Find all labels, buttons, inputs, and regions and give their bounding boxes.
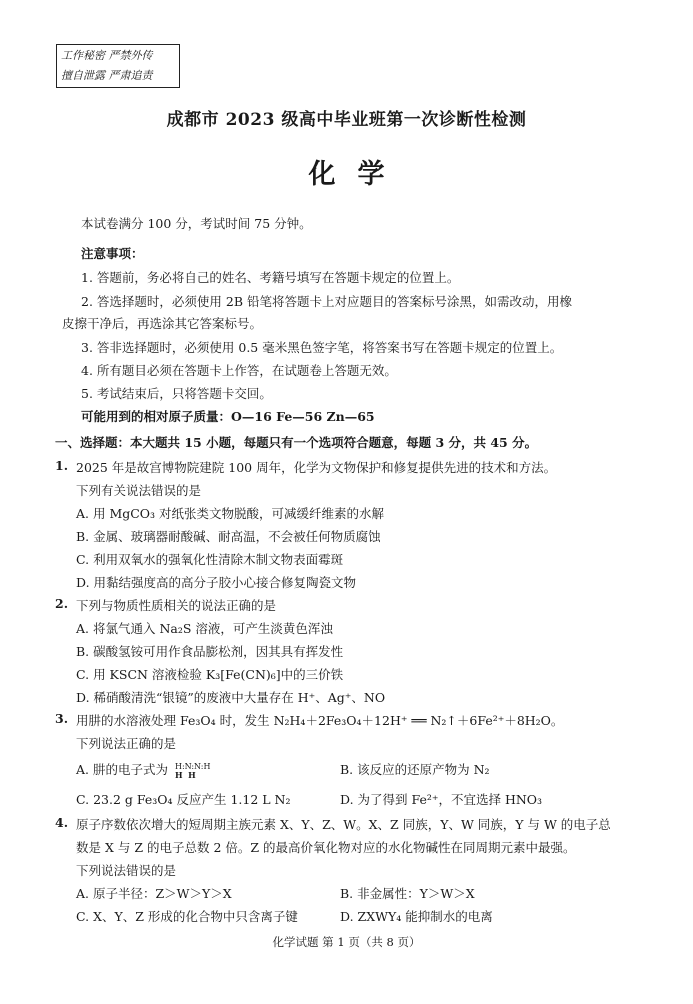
subject-title: 化学 <box>308 159 407 190</box>
option-c: C. X、Y、Z 形成的化合物中只含离子键 <box>76 909 298 924</box>
note-item: 5. 考试结束后，只将答题卡交回。 <box>81 386 272 401</box>
notes-heading: 注意事项： <box>81 246 144 261</box>
note-item: 1. 答题前，务必将自己的姓名、考籍号填写在答题卡规定的位置上。 <box>81 270 460 285</box>
page-footer: 化学试题 第 1 页（共 8 页） <box>272 935 421 949</box>
note-item: 2. 答选择题时，必须使用 2B 铅笔将答题卡上对应题目的答案标号涂黑，如需改动，用橡 <box>81 294 572 309</box>
option-d: D. 稀硝酸清洗“银镜”的废液中大量存在 H⁺、Ag⁺、NO <box>76 690 386 705</box>
question-stem: 下列与物质性质相关的说法正确的是 <box>76 598 277 613</box>
confidential-line-2: 擅自泄露 严肃追责 <box>61 69 153 82</box>
note-item-continued: 皮擦干净后，再选涂其它答案标号。 <box>62 316 263 331</box>
option-c: C. 利用双氧水的强氧化性清除木制文物表面霉斑 <box>76 552 344 567</box>
section-heading: 一、选择题：本大题共 15 小题，每题只有一个选项符合题意，每题 3 分，共 45 分。 <box>55 435 538 450</box>
question-number: 2. <box>55 596 69 611</box>
question-number: 1. <box>55 458 69 473</box>
hydrazine-formula-top: H:N:N:H <box>174 761 211 771</box>
confidential-stamp <box>56 44 180 88</box>
option-d: D. 用黏结强度高的高分子胶小心接合修复陶瓷文物 <box>76 575 357 590</box>
note-item: 3. 答非选择题时，必须使用 0.5 毫米黑色签字笔，将答案书写在答题卡规定的位置上。 <box>81 340 563 355</box>
option-b: B. 金属、玻璃器耐酸碱、耐高温，不会被任何物质腐蚀 <box>76 529 381 544</box>
option-a: A. 用 MgCO₃ 对纸张类文物脱酸，可减缓纤维素的水解 <box>76 506 385 521</box>
option-d: D. 为了得到 Fe²⁺，不宜选择 HNO₃ <box>340 792 543 807</box>
confidential-line-1: 工作秘密 严禁外传 <box>61 49 153 62</box>
question-stem: 用肼的水溶液处理 Fe₃O₄ 时，发生 N₂H₄＋2Fe₃O₄＋12H⁺ ══ N₂↑＋6Fe²⁺＋8H₂O。 <box>76 713 564 728</box>
option-b: B. 非金属性：Y＞W＞X <box>340 886 475 901</box>
option-a: A. 原子半径：Z＞W＞Y＞X <box>76 886 232 901</box>
hydrazine-electron-formula <box>175 762 210 780</box>
option-d: D. ZXWY₄ 能抑制水的电离 <box>340 909 493 924</box>
question-number: 4. <box>55 815 69 830</box>
question-stem: 下列说法错误的是 <box>76 863 177 878</box>
option-c: C. 用 KSCN 溶液检验 K₃[Fe(CN)₆]中的三价铁 <box>76 667 344 682</box>
note-item: 4. 所有题目必须在答题卡上作答，在试题卷上答题无效。 <box>81 363 397 378</box>
option-c: C. 23.2 g Fe₃O₄ 反应产生 1.12 L N₂ <box>76 792 291 807</box>
question-stem: 下列有关说法错误的是 <box>76 483 202 498</box>
question-stem: 数是 X 与 Z 的电子总数 2 倍。Z 的最高价氧化物对应的水化物碱性在同周期元素中最强。 <box>76 840 576 855</box>
question-stem: 原子序数依次增大的短周期主族元素 X、Y、Z、W。X、Z 同族，Y、W 同族，Y 与 W 的电子总 <box>76 817 611 832</box>
option-b: B. 碳酸氢铵可用作食品膨松剂，因其具有挥发性 <box>76 644 344 659</box>
question-number: 3. <box>55 711 69 726</box>
option-a-text: A. 肼的电子式为 <box>76 762 168 777</box>
option-a: A. 将氯气通入 Na₂S 溶液，可产生淡黄色浑浊 <box>76 621 333 636</box>
hydrazine-formula-bottom: H H <box>174 769 196 780</box>
intro-text: 本试卷满分 100 分，考试时间 75 分钟。 <box>81 216 312 231</box>
question-stem: 2025 年是故宫博物院建院 100 周年，化学为文物保护和修复提供先进的技术和方法。 <box>76 460 557 475</box>
option-a <box>76 760 210 780</box>
question-stem: 下列说法正确的是 <box>76 736 177 751</box>
option-b: B. 该反应的还原产物为 N₂ <box>340 762 490 777</box>
exam-title: 成都市 2023 级高中毕业班第一次诊断性检测 <box>166 110 527 130</box>
atomic-mass-line: 可能用到的相对原子质量：O—16 Fe—56 Zn—65 <box>81 409 375 424</box>
